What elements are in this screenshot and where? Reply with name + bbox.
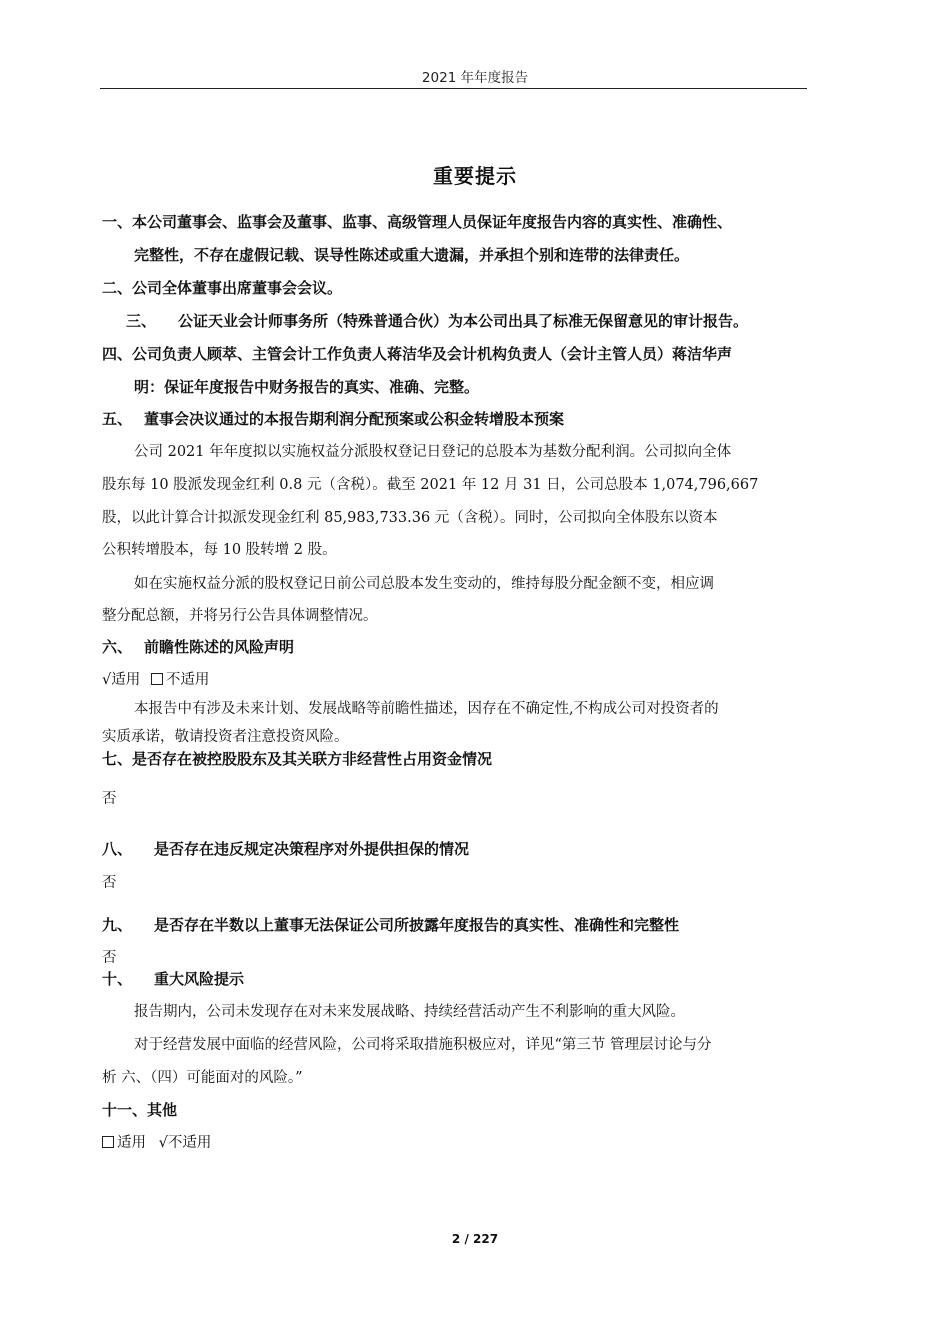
section-5-paragraph-2-line-2: 整分配总额，并将另行公告具体调整情况。 <box>102 608 378 624</box>
section-6-empty-checkbox-icon <box>151 673 163 685</box>
section-3 <box>126 310 748 331</box>
section-9-answer: 否 <box>102 950 117 966</box>
section-11-applicability <box>102 1131 211 1152</box>
section-9-heading <box>102 914 679 935</box>
section-6-heading-text: 前瞻性陈述的风险声明 <box>144 638 295 656</box>
section-10-heading <box>102 968 244 989</box>
section-10-heading-text: 重大风险提示 <box>154 970 245 988</box>
section-9-heading-text: 是否存在半数以上董事无法保证公司所披露年度报告的真实性、准确性和完整性 <box>154 916 680 934</box>
section-8-heading <box>102 838 469 859</box>
section-5-paragraph-1-line-2: 股东每 10 股派发现金红利 0.8 元（含税）。截至 2021 年 12 月 31 日，公司总股本 1,074,796,667 <box>102 477 759 493</box>
section-11-applicable-label: 适用 <box>117 1135 146 1151</box>
section-11-check-mark: √ <box>158 1135 168 1151</box>
section-6-number: 六、 <box>102 638 133 656</box>
section-6-paragraph-line-2: 实质承诺，敬请投资者注意投资风险。 <box>102 729 349 745</box>
header-divider <box>100 88 807 89</box>
section-5-paragraph-1-line-4: 公积转增股本，每 10 股转增 2 股。 <box>102 542 337 558</box>
section-10-paragraph-2-line-1: 对于经营发展中面临的经营风险，公司将采取措施积极应对，详见“第三节 管理层讨论与分 <box>134 1037 712 1053</box>
section-8-answer: 否 <box>102 875 117 891</box>
section-5-paragraph-1-line-3: 股，以此计算合计拟派发现金红利 85,983,733.36 元（含税）。同时，公司拟向全体股东以资本 <box>102 510 718 526</box>
section-6-applicability <box>102 668 209 689</box>
section-10-paragraph-2-line-2: 析 六、（四）可能面对的风险。” <box>102 1070 303 1086</box>
page-total: 227 <box>473 1232 499 1246</box>
section-8-number: 八、 <box>102 840 133 858</box>
page-title: 重要提示 <box>433 164 517 188</box>
section-6-paragraph-line-1: 本报告中有涉及未来计划、发展战略等前瞻性描述，因存在不确定性,不构成公司对投资者的 <box>134 701 719 717</box>
page-separator: / <box>460 1232 474 1246</box>
section-11-empty-checkbox-icon <box>102 1136 114 1148</box>
section-11-not-applicable-label: 不适用 <box>167 1135 212 1151</box>
section-7-answer: 否 <box>102 791 117 807</box>
section-1-line-2: 完整性，不存在虚假记载、误导性陈述或重大遗漏，并承担个别和连带的法律责任。 <box>134 246 690 264</box>
section-5-paragraph-1-line-1: 公司 2021 年年度拟以实施权益分派股权登记日登记的总股本为基数分配利润。公司拟向全体 <box>134 444 732 460</box>
section-3-number: 三、 <box>126 312 157 330</box>
section-6-heading <box>102 636 294 657</box>
section-4-line-1: 四、公司负责人顾萃、主管会计工作负责人蒋洁华及会计机构负责人（会计主管人员）蒋洁华声 <box>102 345 733 363</box>
section-3-text: 公证天业会计师事务所（特殊普通合伙）为本公司出具了标准无保留意见的审计报告。 <box>178 312 749 330</box>
page-current: 2 <box>451 1232 461 1246</box>
section-5-heading <box>102 408 564 429</box>
running-header: 2021 年年度报告 <box>421 70 529 86</box>
section-4-line-2: 明：保证年度报告中财务报告的真实、准确、完整。 <box>134 378 480 396</box>
section-9-number: 九、 <box>102 916 133 934</box>
page-number <box>0 1232 950 1246</box>
section-10-paragraph-1: 报告期内，公司未发现存在对未来发展战略、持续经营活动产生不利影响的重大风险。 <box>134 1004 685 1020</box>
section-5-number: 五、 <box>102 410 133 428</box>
section-2: 二、公司全体董事出席董事会会议。 <box>102 279 343 297</box>
section-8-heading-text: 是否存在违反规定决策程序对外提供担保的情况 <box>154 840 470 858</box>
section-11-heading: 十一、其他 <box>102 1101 178 1119</box>
section-5-paragraph-2-line-1: 如在实施权益分派的股权登记日前公司总股本发生变动的，维持每股分配金额不变，相应调 <box>134 576 714 592</box>
section-6-not-applicable-label: 不适用 <box>165 672 210 688</box>
section-7-heading: 七、是否存在被控股股东及其关联方非经营性占用资金情况 <box>102 750 493 768</box>
section-6-applicable-label: 适用 <box>111 672 141 688</box>
section-6-check-mark: √ <box>102 672 112 688</box>
section-1-line-1: 一、本公司董事会、监事会及董事、监事、高级管理人员保证年度报告内容的真实性、准确性、 <box>102 213 733 231</box>
section-10-number: 十、 <box>102 970 133 988</box>
section-5-heading-text: 董事会决议通过的本报告期利润分配预案或公积金转增股本预案 <box>144 410 565 428</box>
